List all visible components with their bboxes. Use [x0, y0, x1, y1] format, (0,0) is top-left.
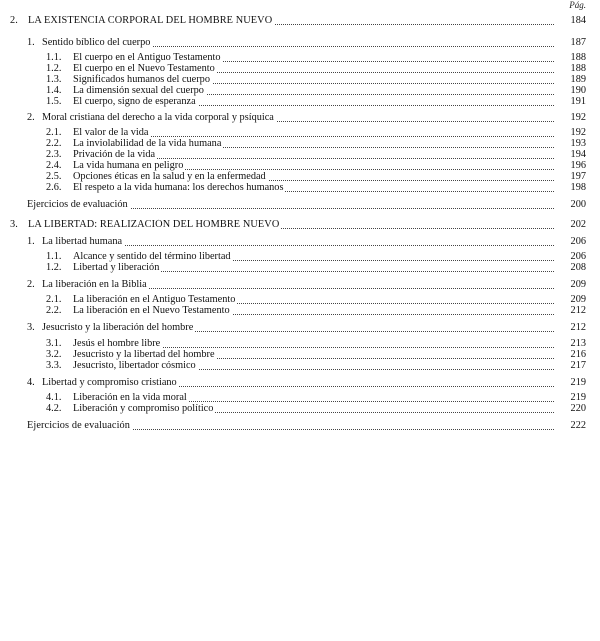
- toc-entry-text: [10, 219, 281, 230]
- toc-entry-title: El cuerpo en el Nuevo Testamento: [73, 63, 215, 74]
- toc-entry-number: 3.3.: [46, 360, 62, 371]
- toc-entry-page: 222: [570, 420, 586, 431]
- toc-entry-number: 3.: [10, 219, 18, 230]
- toc-entry-page: 194: [570, 149, 586, 160]
- toc-entry-number: 1.1.: [46, 52, 62, 63]
- toc-entry-page: 190: [570, 85, 586, 96]
- toc-entry-page: 212: [570, 305, 586, 316]
- toc-entry-page: 198: [570, 182, 586, 193]
- toc-entry-text: [10, 15, 274, 26]
- toc-entry-text: [27, 279, 149, 290]
- toc-entry-page: 192: [570, 112, 586, 123]
- toc-entry-text: [46, 305, 232, 316]
- toc-entry: [10, 15, 554, 27]
- toc-entry-title: La libertad humana: [42, 236, 123, 247]
- toc-entry: [27, 420, 554, 432]
- toc-entry-text: [46, 338, 162, 349]
- toc-entry-title: La dimensión sexual del cuerpo: [73, 85, 204, 96]
- toc-entry-title: El valor de la vida: [73, 127, 149, 138]
- toc-entry-text: [46, 360, 198, 371]
- toc-entry-title: Moral cristiana del derecho a la vida corporal y psíquica: [42, 112, 274, 123]
- toc-entry-title: Libertad y compromiso cristiano: [42, 377, 177, 388]
- toc-entry-text: [27, 112, 276, 123]
- toc-entry: [46, 403, 554, 415]
- toc-entry-text: [46, 138, 223, 149]
- toc-entry: [46, 96, 554, 108]
- toc-entry-page: 216: [570, 349, 586, 360]
- toc-entry-title: Jesucristo, libertador cósmico: [73, 360, 196, 371]
- toc-entry-number: 3.2.: [46, 349, 62, 360]
- toc-entry-page: 206: [570, 236, 586, 247]
- toc-entry-page: 188: [570, 52, 586, 63]
- toc-entry-number: 1.4.: [46, 85, 62, 96]
- toc-entry-text: [46, 403, 215, 414]
- toc-entry-page: 213: [570, 338, 586, 349]
- toc-entry-number: 2.: [10, 15, 18, 26]
- toc-entry-text: [46, 349, 217, 360]
- toc-entry-title: Libertad y liberación: [73, 262, 160, 273]
- toc-entry-text: [46, 251, 233, 262]
- toc-entry-text: [27, 377, 179, 388]
- toc-entry-title: El cuerpo en el Antiguo Testamento: [73, 52, 221, 63]
- toc-entry-title: Alcance y sentido del término libertad: [73, 251, 231, 262]
- toc-entry-text: [46, 52, 223, 63]
- toc-entry-page: 217: [570, 360, 586, 371]
- toc-entry-number: 1.: [27, 37, 35, 48]
- toc-entry-text: [27, 37, 152, 48]
- toc-entry-title: Jesucristo y la liberación del hombre: [42, 322, 194, 333]
- toc-entry-title: Ejercicios de evaluación: [27, 199, 128, 210]
- toc-entry: [46, 305, 554, 317]
- toc-entry-page: 192: [570, 127, 586, 138]
- toc-entry-page: 189: [570, 74, 586, 85]
- toc-entry-title: Liberación y compromiso político: [73, 403, 214, 414]
- toc-entry-title: Liberación en la vida moral: [73, 392, 187, 403]
- toc-entry-text: [46, 96, 198, 107]
- toc-entry-number: 2.4.: [46, 160, 62, 171]
- toc-entry-title: El cuerpo, signo de esperanza: [73, 96, 196, 107]
- toc-entry-page: 208: [570, 262, 586, 273]
- toc-entry: [46, 262, 554, 274]
- toc-entry-text: [46, 294, 237, 305]
- toc-entry-text: [46, 149, 157, 160]
- toc-entry-number: 1.1.: [46, 251, 62, 262]
- toc-entry: [46, 360, 554, 372]
- toc-entry-page: 200: [570, 199, 586, 210]
- toc-entry-title: Privación de la vida: [73, 149, 156, 160]
- toc-entry-text: [27, 322, 195, 333]
- toc-entry-title: Opciones éticas en la salud y en la enfermedad: [73, 171, 266, 182]
- toc-entry-number: 4.1.: [46, 392, 62, 403]
- toc-entry-text: [27, 420, 132, 431]
- toc-entry-number: 2.1.: [46, 294, 62, 305]
- toc-entry-title: Jesucristo y la libertad del hombre: [73, 349, 215, 360]
- toc-entry-title: Ejercicios de evaluación: [27, 420, 131, 431]
- toc-entry-number: 2.2.: [46, 305, 62, 316]
- toc-entry-title: La liberación en la Biblia: [42, 279, 147, 290]
- toc-entry: [10, 219, 554, 231]
- toc-entry-number: 1.5.: [46, 96, 62, 107]
- toc-entry-page: 197: [570, 171, 586, 182]
- toc-entry-page: 191: [570, 96, 586, 107]
- toc-entry-number: 2.1.: [46, 127, 62, 138]
- toc-entry-page: 220: [570, 403, 586, 414]
- toc-entry-number: 2.5.: [46, 171, 62, 182]
- toc-entry-page: 209: [570, 279, 586, 290]
- toc-entry-number: 1.2.: [46, 262, 62, 273]
- toc-entry-page: 196: [570, 160, 586, 171]
- toc-entry-text: [46, 262, 161, 273]
- toc-entry-number: 3.: [27, 322, 35, 333]
- toc-entry-number: 4.: [27, 377, 35, 388]
- toc-entry-title: La liberación en el Nuevo Testamento: [73, 305, 230, 316]
- toc-entry-text: [46, 182, 285, 193]
- toc-entry-page: 193: [570, 138, 586, 149]
- toc-entry: [27, 37, 554, 49]
- toc-entry-number: 1.2.: [46, 63, 62, 74]
- toc-entry-text: [46, 63, 217, 74]
- toc-entry-title: La vida humana en peligro: [73, 160, 184, 171]
- toc-entry-page: 202: [570, 219, 586, 230]
- toc-entry-page: 212: [570, 322, 586, 333]
- toc-entry-text: [46, 392, 189, 403]
- toc-entry-number: 2.3.: [46, 149, 62, 160]
- toc-entry-title: El respeto a la vida humana: los derechos humanos: [73, 182, 284, 193]
- toc-entry-page: 188: [570, 63, 586, 74]
- toc-entry-text: [46, 171, 268, 182]
- toc-entry-number: 2.2.: [46, 138, 62, 149]
- toc-entry-title: La liberación en el Antiguo Testamento: [73, 294, 236, 305]
- toc-entry-number: 3.1.: [46, 338, 62, 349]
- toc-entry: [27, 112, 554, 124]
- toc-entry-number: 2.: [27, 112, 35, 123]
- toc-entry-text: [46, 85, 206, 96]
- toc-entry: [27, 199, 554, 211]
- toc-entry-number: 1.3.: [46, 74, 62, 85]
- toc-entry: [27, 279, 554, 291]
- toc-entry-number: 2.6.: [46, 182, 62, 193]
- toc-entry-page: 219: [570, 377, 586, 388]
- toc-entry: [46, 182, 554, 194]
- toc-entry-title: Significados humanos del cuerpo: [73, 74, 210, 85]
- toc-entry-text: [46, 74, 212, 85]
- toc-entry: [27, 377, 554, 389]
- toc-entry: [27, 236, 554, 248]
- toc-entry-number: 2.: [27, 279, 35, 290]
- toc-entry-page: 184: [570, 15, 586, 26]
- toc-entry-title: LA EXISTENCIA CORPORAL DEL HOMBRE NUEVO: [28, 15, 273, 26]
- toc-entry-text: [27, 199, 130, 210]
- toc-entry-page: 219: [570, 392, 586, 403]
- toc-entry-page: 187: [570, 37, 586, 48]
- toc-entry-title: Sentido bíblico del cuerpo: [42, 37, 151, 48]
- toc-entry-number: 4.2.: [46, 403, 62, 414]
- toc-entry-text: [46, 160, 185, 171]
- toc-entry-title: Jesús el hombre libre: [73, 338, 161, 349]
- toc-entry: [27, 322, 554, 334]
- toc-entry-text: [46, 127, 150, 138]
- toc-entry-title: La inviolabilidad de la vida humana: [73, 138, 222, 149]
- page-column-header: Pág.: [569, 0, 586, 10]
- toc-entry-page: 209: [570, 294, 586, 305]
- toc-entry-number: 1.: [27, 236, 35, 247]
- toc-entry-page: 206: [570, 251, 586, 262]
- toc-entry-text: [27, 236, 124, 247]
- toc-entry-title: LA LIBERTAD: REALIZACIÓN DEL HOMBRE NUEVO: [28, 219, 280, 230]
